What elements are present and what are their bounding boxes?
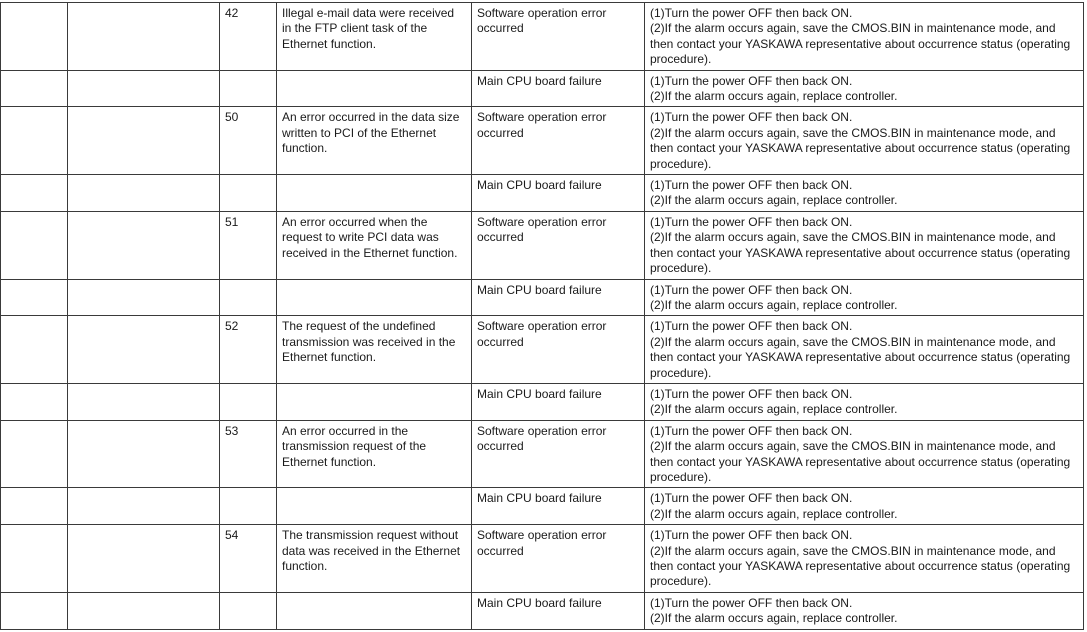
- remedy-line: procedure).: [650, 574, 712, 589]
- meaning-cell: [277, 175, 472, 212]
- remedy-cell: [645, 107, 1084, 175]
- remedy-line: (1)Turn the power OFF then back ON.: [650, 73, 853, 88]
- sub-code-cell: 53: [220, 420, 277, 488]
- remedy-line: procedure).: [650, 365, 712, 380]
- remedy-line: then contact your YASKAWA representative about occurrence status (operating: [650, 350, 1071, 365]
- remedy-line: (1)Turn the power OFF then back ON.: [650, 110, 853, 125]
- remedy-line: (2)If the alarm occurs again, replace controller.: [650, 89, 898, 104]
- alarm-name-cell: [68, 211, 220, 279]
- remedy-line: procedure).: [650, 469, 712, 484]
- remedy-cell: [645, 70, 1084, 107]
- cause-cell: Software operation error occurred: [472, 3, 645, 71]
- table-row: [1, 175, 1084, 212]
- alarm-code-cell: [1, 70, 68, 107]
- remedy-line: (2)If the alarm occurs again, save the CMOS.BIN in maintenance mode, and: [650, 21, 1056, 36]
- sub-code-cell: 51: [220, 211, 277, 279]
- remedy-line: then contact your YASKAWA representative about occurrence status (operating: [650, 245, 1071, 260]
- sub-code-cell: [220, 70, 277, 107]
- remedy-line: (2)If the alarm occurs again, replace controller.: [650, 611, 898, 626]
- remedy-cell: [645, 279, 1084, 316]
- remedy-cell: [645, 420, 1084, 488]
- remedy-line: (2)If the alarm occurs again, save the CMOS.BIN in maintenance mode, and: [650, 230, 1056, 245]
- table-row: [1, 70, 1084, 107]
- remedy-line: (1)Turn the power OFF then back ON.: [650, 595, 853, 610]
- sub-code-cell: 54: [220, 525, 277, 593]
- meaning-cell: [277, 592, 472, 629]
- sub-code-cell: [220, 175, 277, 212]
- table-row: [1, 420, 1084, 488]
- sub-code-cell: [220, 279, 277, 316]
- meaning-cell: [277, 488, 472, 525]
- cause-cell: Software operation error occurred: [472, 420, 645, 488]
- sub-code-cell: 52: [220, 316, 277, 384]
- cause-cell: Main CPU board failure: [472, 70, 645, 107]
- cause-cell: Main CPU board failure: [472, 279, 645, 316]
- remedy-line: (2)If the alarm occurs again, save the CMOS.BIN in maintenance mode, and: [650, 543, 1056, 558]
- alarm-table-body: [1, 3, 1084, 630]
- alarm-name-cell: [68, 592, 220, 629]
- cause-cell: Main CPU board failure: [472, 175, 645, 212]
- table-row: [1, 488, 1084, 525]
- remedy-line: then contact your YASKAWA representative about occurrence status (operating: [650, 141, 1071, 156]
- alarm-name-cell: [68, 383, 220, 420]
- alarm-name-cell: [68, 3, 220, 71]
- table-row: [1, 592, 1084, 629]
- alarm-code-cell: [1, 107, 68, 175]
- meaning-cell: Illegal e-mail data were received in the FTP client task of the Ethernet function.: [277, 3, 472, 71]
- alarm-code-cell: [1, 420, 68, 488]
- alarm-code-cell: [1, 3, 68, 71]
- alarm-code-cell: [1, 592, 68, 629]
- meaning-cell: The request of the undefined transmission was received in the Ethernet function.: [277, 316, 472, 384]
- table-row: [1, 279, 1084, 316]
- alarm-code-cell: [1, 175, 68, 212]
- remedy-line: (2)If the alarm occurs again, replace controller.: [650, 193, 898, 208]
- remedy-cell: [645, 592, 1084, 629]
- remedy-line: (1)Turn the power OFF then back ON.: [650, 282, 853, 297]
- alarm-name-cell: [68, 525, 220, 593]
- remedy-line: (1)Turn the power OFF then back ON.: [650, 6, 853, 20]
- cause-cell: Main CPU board failure: [472, 592, 645, 629]
- alarm-name-cell: [68, 316, 220, 384]
- remedy-line: (2)If the alarm occurs again, replace controller.: [650, 402, 898, 417]
- alarm-code-cell: [1, 383, 68, 420]
- remedy-line: (1)Turn the power OFF then back ON.: [650, 423, 853, 438]
- alarm-code-cell: [1, 525, 68, 593]
- cause-cell: Software operation error occurred: [472, 316, 645, 384]
- table-row: [1, 107, 1084, 175]
- meaning-cell: [277, 383, 472, 420]
- remedy-line: procedure).: [650, 52, 712, 67]
- table-row: [1, 525, 1084, 593]
- remedy-line: (1)Turn the power OFF then back ON.: [650, 319, 853, 334]
- remedy-line: (2)If the alarm occurs again, replace controller.: [650, 297, 898, 312]
- remedy-line: (1)Turn the power OFF then back ON.: [650, 528, 853, 543]
- remedy-line: (1)Turn the power OFF then back ON.: [650, 491, 853, 506]
- remedy-line: (2)If the alarm occurs again, save the CMOS.BIN in maintenance mode, and: [650, 125, 1056, 140]
- remedy-line: procedure).: [650, 156, 712, 171]
- remedy-line: (2)If the alarm occurs again, replace controller.: [650, 506, 898, 521]
- meaning-cell: An error occurred in the transmission request of the Ethernet function.: [277, 420, 472, 488]
- sub-code-cell: [220, 592, 277, 629]
- remedy-line: then contact your YASKAWA representative about occurrence status (operating: [650, 454, 1071, 469]
- sub-code-cell: [220, 383, 277, 420]
- meaning-cell: An error occurred when the request to write PCI data was received in the Ethernet function.: [277, 211, 472, 279]
- remedy-line: (2)If the alarm occurs again, save the CMOS.BIN in maintenance mode, and: [650, 439, 1056, 454]
- cause-cell: Software operation error occurred: [472, 211, 645, 279]
- remedy-line: (1)Turn the power OFF then back ON.: [650, 178, 853, 193]
- sub-code-cell: [220, 488, 277, 525]
- remedy-cell: [645, 525, 1084, 593]
- meaning-cell: [277, 279, 472, 316]
- alarm-name-cell: [68, 70, 220, 107]
- meaning-cell: [277, 70, 472, 107]
- cause-cell: Main CPU board failure: [472, 488, 645, 525]
- alarm-table: [0, 2, 1084, 630]
- alarm-code-cell: [1, 211, 68, 279]
- alarm-code-cell: [1, 316, 68, 384]
- remedy-line: then contact your YASKAWA representative about occurrence status (operating: [650, 36, 1071, 51]
- sub-code-cell: 42: [220, 3, 277, 71]
- remedy-line: (1)Turn the power OFF then back ON.: [650, 214, 853, 229]
- alarm-name-cell: [68, 488, 220, 525]
- sub-code-cell: 50: [220, 107, 277, 175]
- table-row: [1, 3, 1084, 71]
- remedy-cell: [645, 488, 1084, 525]
- alarm-code-cell: [1, 279, 68, 316]
- table-row: [1, 383, 1084, 420]
- remedy-line: then contact your YASKAWA representative about occurrence status (operating: [650, 559, 1071, 573]
- cause-cell: Main CPU board failure: [472, 383, 645, 420]
- remedy-cell: [645, 383, 1084, 420]
- table-row: [1, 316, 1084, 384]
- alarm-name-cell: [68, 107, 220, 175]
- remedy-cell: [645, 3, 1084, 71]
- alarm-name-cell: [68, 279, 220, 316]
- remedy-cell: [645, 316, 1084, 384]
- remedy-line: (1)Turn the power OFF then back ON.: [650, 386, 853, 401]
- meaning-cell: The transmission request without data was received in the Ethernet function.: [277, 525, 472, 593]
- meaning-cell: An error occurred in the data size written to PCI of the Ethernet function.: [277, 107, 472, 175]
- alarm-name-cell: [68, 420, 220, 488]
- table-row: [1, 211, 1084, 279]
- alarm-name-cell: [68, 175, 220, 212]
- alarm-code-cell: [1, 488, 68, 525]
- remedy-cell: [645, 211, 1084, 279]
- cause-cell: Software operation error occurred: [472, 525, 645, 593]
- cause-cell: Software operation error occurred: [472, 107, 645, 175]
- remedy-line: procedure).: [650, 261, 712, 276]
- remedy-cell: [645, 175, 1084, 212]
- remedy-line: (2)If the alarm occurs again, save the CMOS.BIN in maintenance mode, and: [650, 334, 1056, 349]
